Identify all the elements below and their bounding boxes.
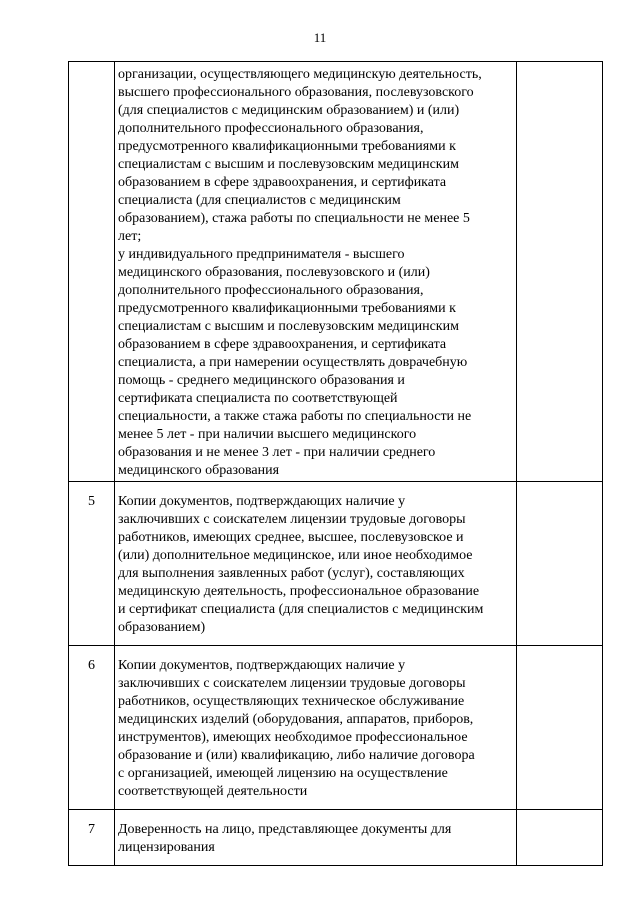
row-extra-cell (517, 646, 603, 810)
table-row (69, 62, 603, 482)
row-text-cell: организации, осуществляющего медицинскую деятельность, высшего профессионального образования, послевузовского (для специалистов с медицинским образованием) и (или) дополнительного профессионального образования, предусмотренного квалификационными требованиями к специалистам с высшим и послевузовским медицинским образованием в сфере здравоохранения, и сертификата специалиста (для специалистов с медицинским образованием), стажа работы по специальности не менее 5 лет; у индивидуального предпринимателя - высшего медицинского образования, послевузовского и (или) дополнительного профессионального образования, предусмотренного квалификационными требованиями к специалистам с высшим и послевузовским медицинским образованием в сфере здравоохранения, и сертификата специалиста, а при намерении осуществлять доврачебную помощь - среднего медицинского образования и сертификата специалиста по соответствующей специальности, а также стажа работы по специальности не менее 5 лет - при наличии высшего медицинского образования и не менее 3 лет - при наличии среднего медицинского образования (115, 62, 517, 482)
row-extra-cell (517, 810, 603, 866)
row-extra-cell (517, 62, 603, 482)
table-row (69, 810, 603, 866)
row-text-cell: Копии документов, подтверждающих наличие у заключивших с соискателем лицензии трудовые договоры работников, осуществляющих техническое обслуживание медицинских изделий (оборудования, аппаратов, приборов, инструментов), имеющих необходимое профессиональное образование и (или) квалификацию, либо наличие договора с организацией, имеющей лицензию на осуществление соответствующей деятельности (115, 646, 517, 810)
document-table (68, 61, 603, 866)
row-text-cell: Доверенность на лицо, представляющее документы для лицензирования (115, 810, 517, 866)
row-number-cell: 5 (69, 482, 115, 646)
page-number: 11 (313, 30, 327, 45)
table-row (69, 646, 603, 810)
row-number-cell: 6 (69, 646, 115, 810)
table-row (69, 482, 603, 646)
row-text-cell: Копии документов, подтверждающих наличие у заключивших с соискателем лицензии трудовые договоры работников, имеющих среднее, высшее, послевузовское и (или) дополнительное медицинское, или иное необходимое для выполнения заявленных работ (услуг), составляющих медицинскую деятельность, профессиональное образование и сертификат специалиста (для специалистов с медицинским образованием) (115, 482, 517, 646)
row-number-cell (69, 62, 115, 482)
row-number-cell: 7 (69, 810, 115, 866)
row-extra-cell (517, 482, 603, 646)
